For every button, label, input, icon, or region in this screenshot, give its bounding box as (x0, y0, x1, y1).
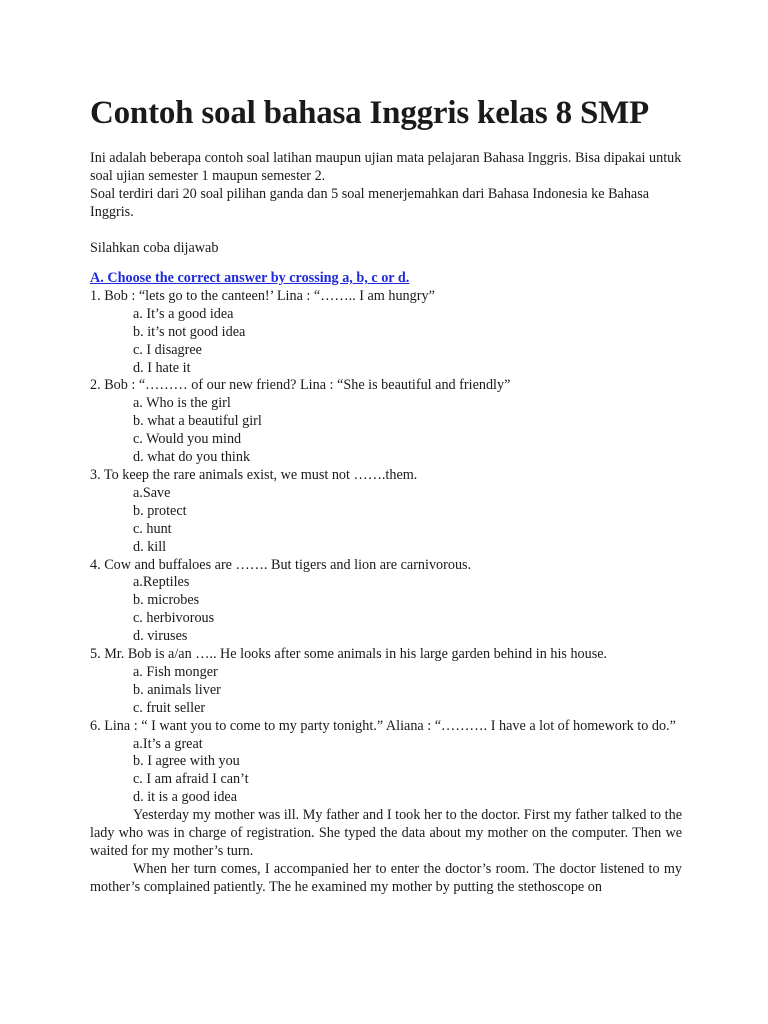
option-c: c. Would you mind (133, 431, 242, 448)
option-d: d. I hate it (133, 359, 191, 376)
option-b: b. microbes (133, 592, 200, 609)
option-c: c. I am afraid I can’t (133, 771, 249, 788)
option-list (90, 306, 682, 378)
option-c: c. fruit seller (133, 699, 206, 716)
option-d: d. kill (133, 538, 167, 555)
passage-paragraph-2: When her turn comes, I accompanied her to enter the doctor’s room. The doctor listened to my mother’s complained patiently. The he examined my mother by putting the stethoscope on (90, 860, 682, 895)
option-b: b. animals liver (133, 681, 221, 698)
question-text: 6. Lina : “ I want you to come to my party tonight.” Aliana : “………. I have a lot of homework to do.” (90, 717, 676, 734)
option-list (90, 664, 682, 718)
option-list (90, 395, 682, 467)
option-b: b. it’s not good idea (133, 323, 246, 340)
intro-paragraph-1: Ini adalah beberapa contoh soal latihan maupun ujian mata pelajaran Bahasa Inggris. Bisa dipakai untuk soal ujian semester 1 maupun semester 2. (90, 150, 682, 184)
question-text: 5. Mr. Bob is a/an ….. He looks after some animals in his large garden behind in his house. (90, 646, 608, 663)
option-b: b. protect (133, 502, 187, 519)
question-6 (90, 718, 682, 808)
option-d: d. it is a good idea (133, 789, 238, 806)
question-text: 4. Cow and buffaloes are ……. But tigers and lion are carnivorous. (90, 556, 472, 573)
question-text: 3. To keep the rare animals exist, we must not …….them. (90, 466, 418, 483)
question-1 (90, 288, 682, 378)
question-5 (90, 646, 682, 718)
intro-paragraph-3: Silahkan coba dijawab (90, 240, 219, 256)
option-c: c. I disagree (133, 341, 202, 358)
intro-paragraph-2: Soal terdiri dari 20 soal pilihan ganda dan 5 soal menerjemahkan dari Bahasa Indonesia ke Bahasa Inggris. (90, 186, 650, 220)
intro (90, 149, 682, 257)
question-2 (90, 377, 682, 467)
question-4 (90, 557, 682, 647)
reading-passage (90, 807, 682, 897)
option-b: b. I agree with you (133, 753, 240, 770)
option-b: b. what a beautiful girl (133, 413, 262, 430)
section-a-heading: A. Choose the correct answer by crossing a, b, c or d. (90, 270, 410, 286)
question-3 (90, 467, 682, 557)
option-a: a. It’s a good idea (133, 305, 234, 322)
option-c: c. hunt (133, 520, 172, 537)
option-a: a. Who is the girl (133, 395, 231, 412)
option-d: d. what do you think (133, 449, 251, 466)
option-a: a.Reptiles (133, 574, 190, 591)
option-d: d. viruses (133, 628, 188, 645)
document-title: Contoh soal bahasa Inggris kelas 8 SMP (90, 95, 650, 131)
option-a: a.It’s a great (133, 735, 203, 752)
option-list (90, 574, 682, 646)
spacer (90, 221, 682, 239)
option-a: a. Fish monger (133, 663, 218, 680)
option-c: c. herbivorous (133, 610, 215, 627)
option-list (90, 485, 682, 557)
passage-paragraph-1: Yesterday my mother was ill. My father and I took her to the doctor. First my father talked to the lady who was in charge of registration. She typed the data about my mother on the computer. Then we waited for my mother’s turn. (90, 807, 682, 859)
section-a (90, 270, 682, 897)
option-list (90, 736, 682, 808)
option-a: a.Save (133, 484, 171, 501)
question-text: 2. Bob : “……… of our new friend? Lina : “She is beautiful and friendly” (90, 377, 511, 394)
question-text: 1. Bob : “lets go to the canteen!’ Lina : “…….. I am hungry” (90, 287, 435, 304)
